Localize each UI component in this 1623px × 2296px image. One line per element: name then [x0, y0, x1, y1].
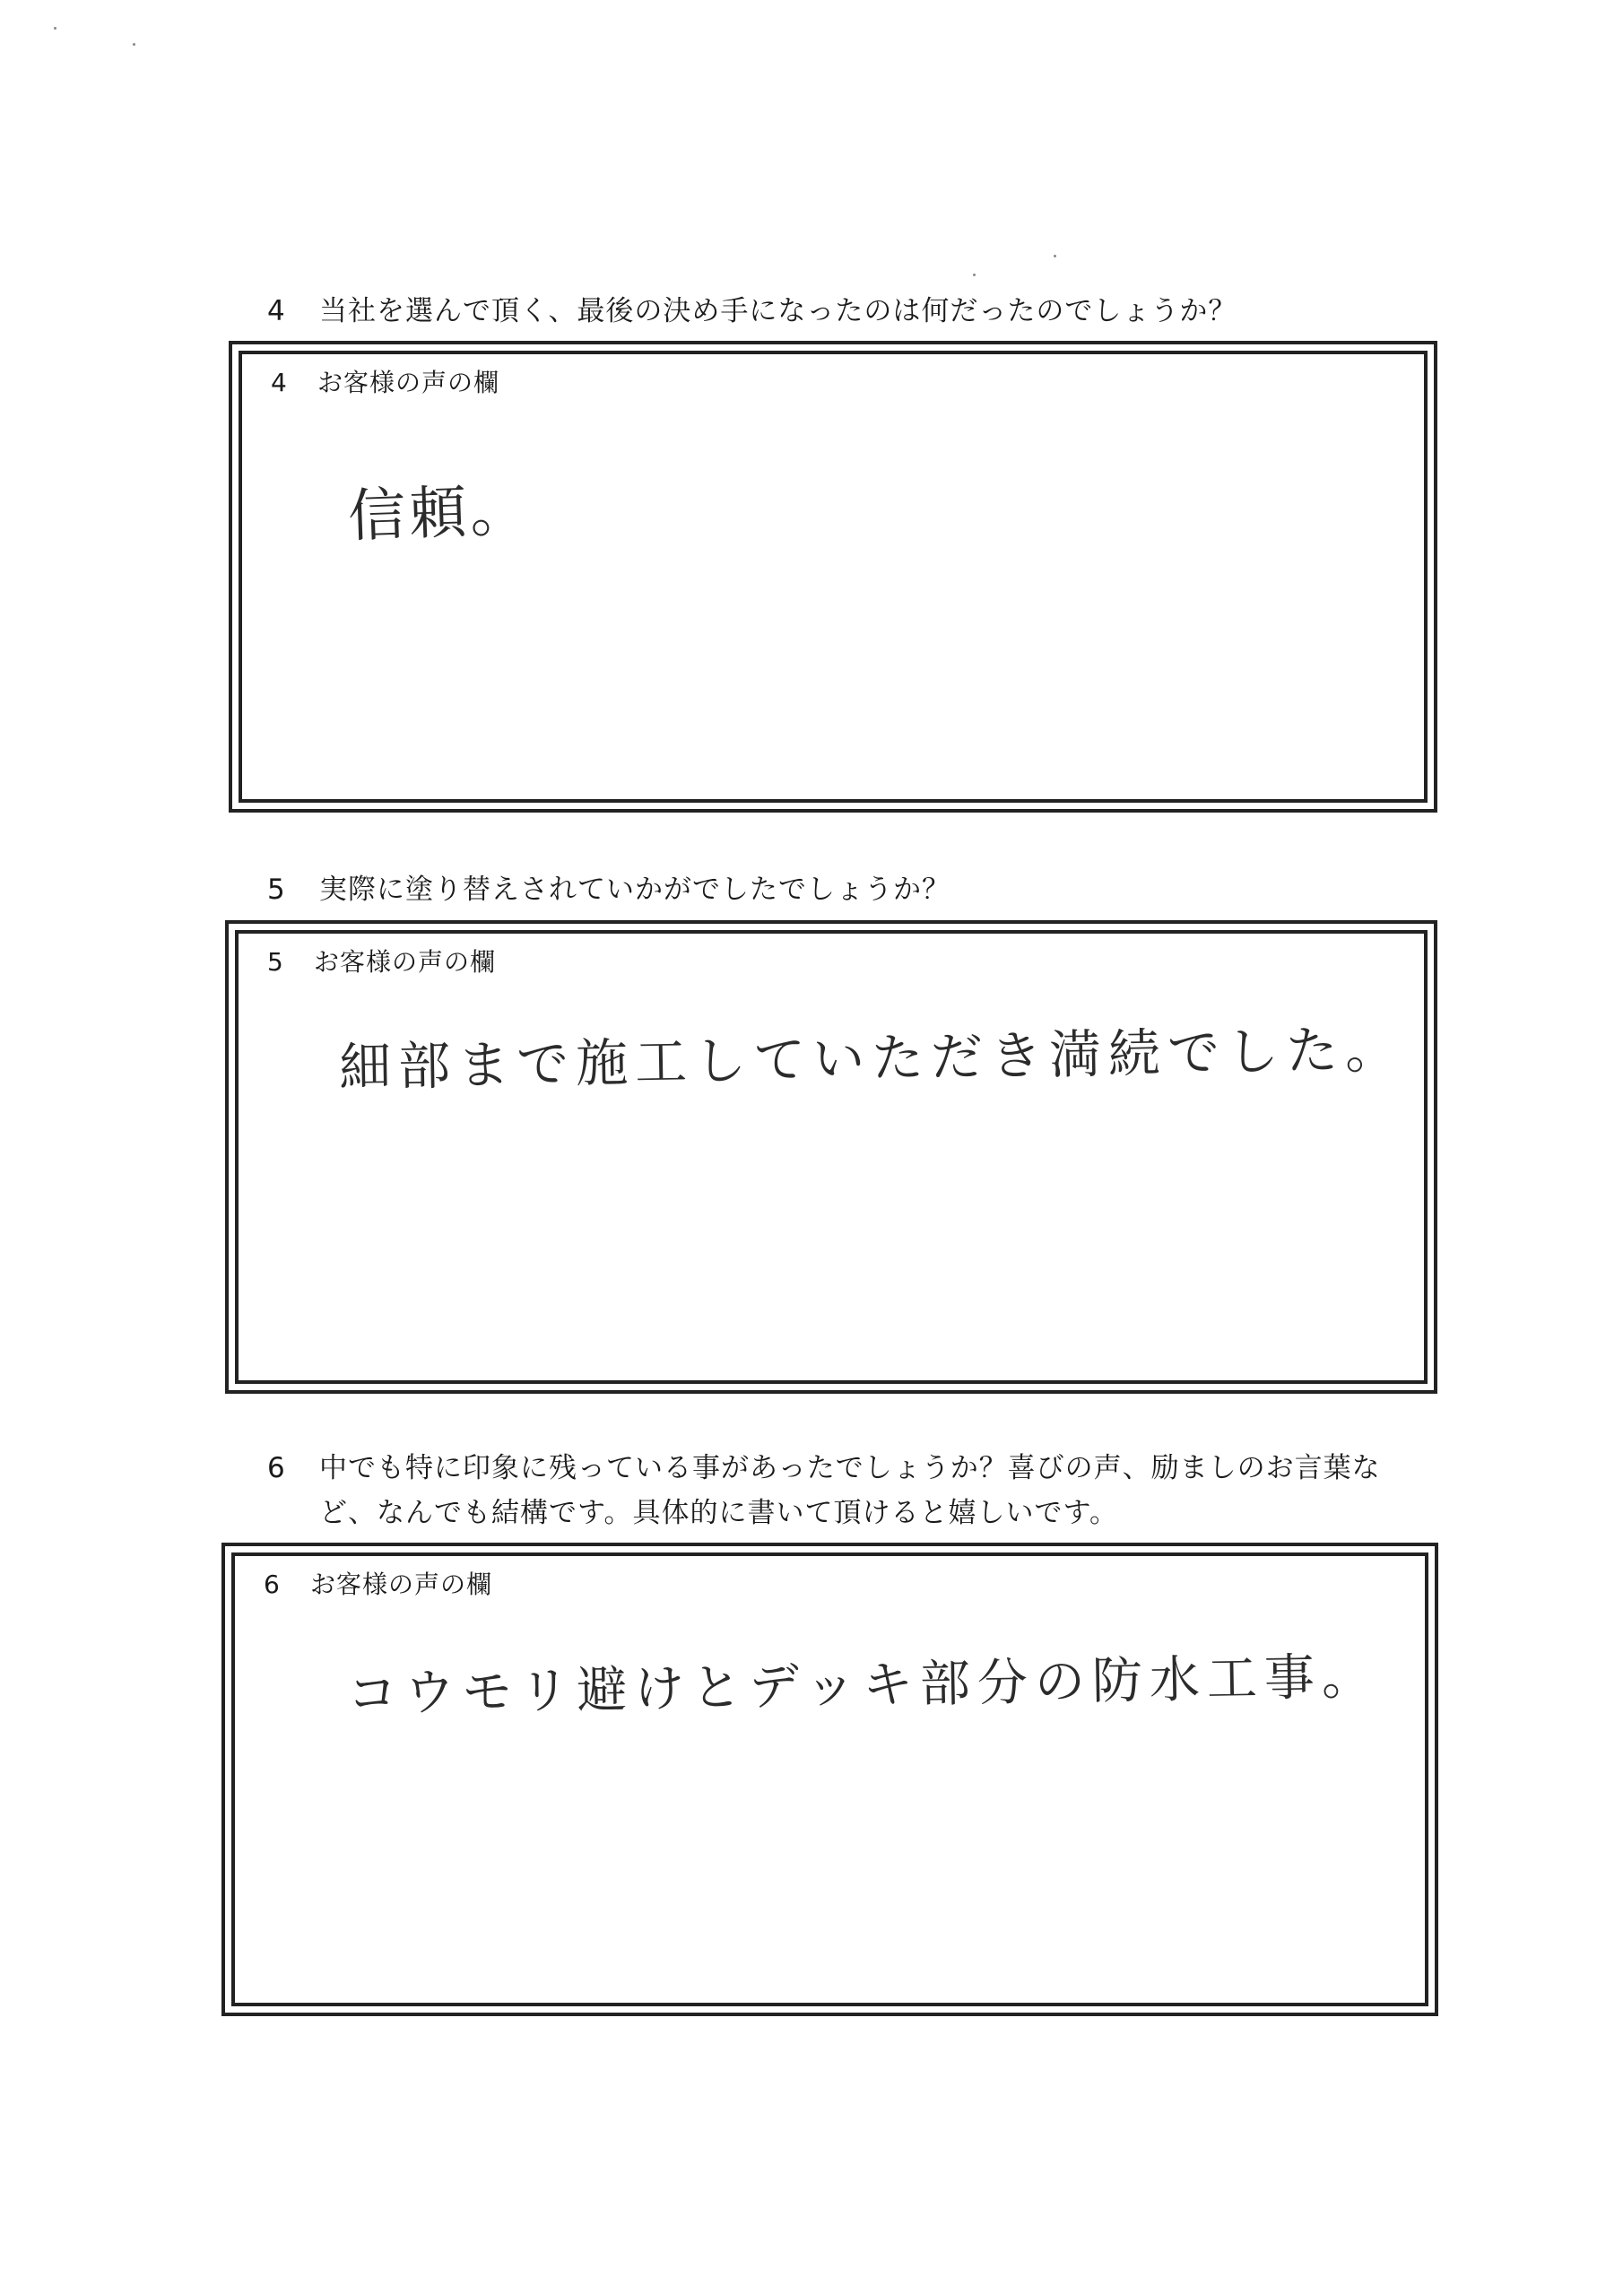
handwritten-answer: 細部まで施工していただき満続でした。 [338, 1018, 1405, 1099]
question-text: 当社を選んで頂く、最後の決め手になったのは何だったのでしょうか？ [319, 295, 1237, 327]
handwritten-answer: コウモリ避けとデッキ部分の防水工事。 [346, 1647, 1380, 1725]
scan-speck [1054, 255, 1056, 257]
question-number: 5 [267, 874, 286, 906]
scan-speck [133, 43, 135, 46]
box-label-number: 6 [264, 1570, 281, 1599]
answer-box-4 [229, 341, 1437, 813]
question-6 [267, 1446, 1487, 1535]
answer-box-inner [239, 351, 1428, 803]
question-text-line2: ど、なんでも結構です。具体的に書いて頂けると嬉しいです。 [319, 1497, 1119, 1529]
scan-speck [54, 27, 56, 30]
question-text: 中でも特に印象に残っている事があったでしょうか？喜びの声、励ましのお言葉な [319, 1452, 1381, 1484]
box-label-text: お客様の声の欄 [310, 1570, 493, 1599]
question-5 [267, 867, 1433, 912]
question-number: 6 [267, 1452, 286, 1484]
answer-box-inner [235, 930, 1428, 1384]
box-label [264, 1567, 492, 1603]
box-label [271, 365, 499, 401]
box-label-text: お客様の声の欄 [317, 368, 500, 397]
answer-box-5 [225, 920, 1437, 1394]
question-number: 4 [267, 295, 286, 327]
answer-box-inner [231, 1552, 1428, 2006]
box-label-number: 5 [267, 947, 284, 977]
question-text: 実際に塗り替えされていかがでしたでしょうか？ [319, 874, 950, 906]
question-4 [267, 289, 1433, 334]
scan-speck [973, 274, 976, 276]
handwritten-answer: 信頼。 [346, 477, 533, 551]
box-label-text: お客様の声の欄 [314, 947, 497, 977]
box-label-number: 4 [271, 368, 288, 397]
box-label [267, 944, 496, 980]
answer-box-6 [221, 1543, 1438, 2016]
